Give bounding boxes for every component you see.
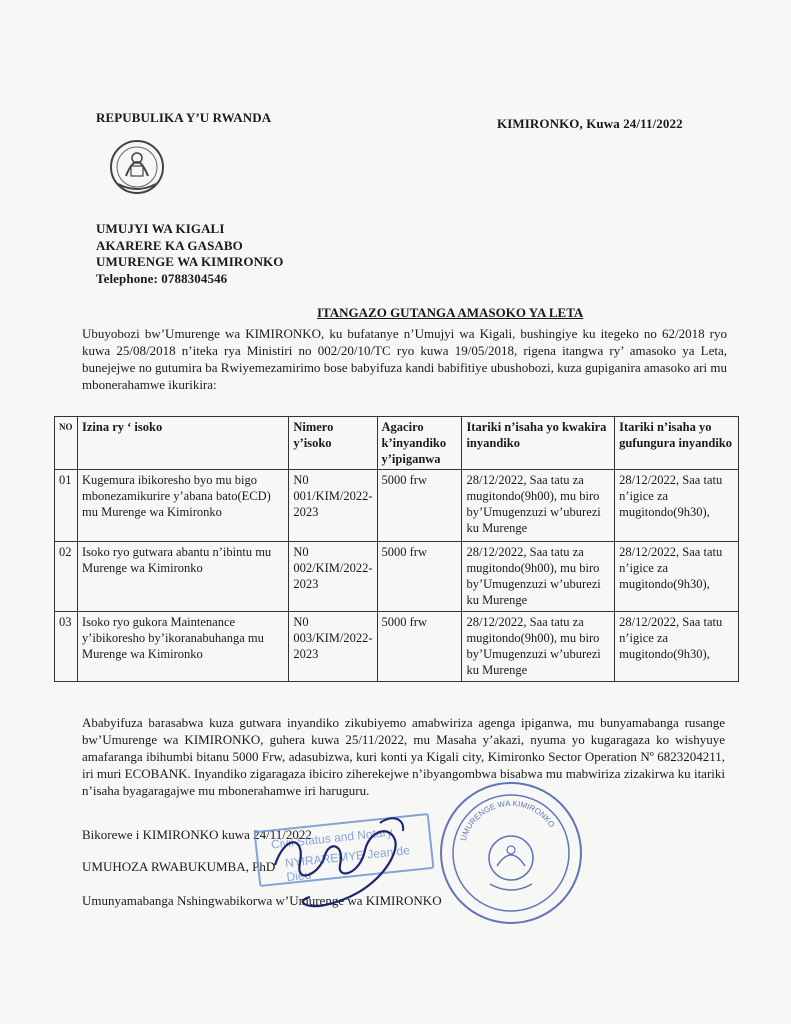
cell-no: 03 bbox=[55, 612, 78, 682]
col-value: Agaciro k’inyandiko y’ipiganwa bbox=[377, 417, 462, 470]
stamp-line-1: Civil Status and Notary bbox=[270, 824, 394, 852]
org-sector: UMURENGE WA KIMIRONKO bbox=[96, 254, 284, 269]
tender-table bbox=[54, 416, 739, 682]
table-row bbox=[55, 612, 739, 682]
cell-opening: 28/12/2022, Saa tatu n’igice za mugitondo(9h30), bbox=[615, 470, 739, 542]
cell-value: 5000 frw bbox=[377, 542, 462, 612]
table-header-row bbox=[55, 417, 739, 470]
org-telephone: Telephone: 0788304546 bbox=[96, 270, 228, 286]
done-at-line: Bikorewe i KIMIRONKO kuwa 24/11/2022 bbox=[82, 827, 312, 842]
org-city: UMUJYI WA KIGALI bbox=[96, 221, 225, 236]
cell-opening: 28/12/2022, Saa tatu n’igice za mugitondo(9h30), bbox=[615, 612, 739, 682]
cell-name: Isoko ryo gutwara abantu n’ibintu mu Murenge wa Kimironko bbox=[77, 542, 288, 612]
col-no: NO bbox=[55, 417, 78, 470]
org-district: AKARERE KA GASABO bbox=[96, 237, 243, 253]
official-round-stamp bbox=[440, 782, 582, 924]
signature bbox=[265, 805, 425, 915]
place-date: KIMIRONKO, Kuwa 24/11/2022 bbox=[497, 116, 683, 131]
cell-receipt: 28/12/2022, Saa tatu za mugitondo(9h00), mu biro by’Umugenzuzi w’uburezi ku Murenge bbox=[462, 470, 615, 542]
cell-value: 5000 frw bbox=[377, 470, 462, 542]
signatory-role: Umunyamabanga Nshingwabikorwa w’Umurenge wa KIMIRONKO bbox=[82, 893, 442, 908]
document-title: ITANGAZO GUTANGA AMASOKO YA LETA bbox=[317, 305, 584, 320]
cell-no: 01 bbox=[55, 470, 78, 542]
cell-number: N0 001/KIM/2022-2023 bbox=[289, 470, 377, 542]
cell-name: Kugemura ibikoresho byo mu bigo mbonezamikurire y’abana bato(ECD) mu Murenge wa Kimironko bbox=[77, 470, 288, 542]
cell-no: 02 bbox=[55, 542, 78, 612]
col-opening: Itariki n’isaha yo gufungura inyandiko bbox=[615, 417, 739, 470]
cell-number: N0 003/KIM/2022-2023 bbox=[289, 612, 377, 682]
table-row bbox=[55, 470, 739, 542]
closing-paragraph: Ababyifuza barasabwa kuza gutwara inyandiko zikubiyemo amabwiriza agenga ipiganwa, mu bunyamabanga rusange bw’Umurenge wa KIMIRONKO, guhera kuwa 25/11/2022, mu Masaha y’akazi, nyuma yo kugaragaza ko wishyuye amafaranga ibihumbi bitanu 5000 Frw, adasubizwa, kuri konti ya Kigali city, Kimironko Sector Operation Nº 6823204211, iri muri ECOBANK. Inyandiko zigaragaza ibiciro ziherekejwe n’ibyangombwa bisabwa mu mabwiriza zizakirwa ku itariki n’isaha byagaragajwe mu mbonerahamwe iri haruguru. bbox=[82, 715, 725, 798]
coat-of-arms-icon bbox=[104, 136, 170, 198]
col-name: Izina ry ‘ isoko bbox=[77, 417, 288, 470]
stamp-line-2: NYIRAREMYE Jean de Dieu bbox=[284, 843, 411, 885]
svg-text:UMURENGE WA KIMIRONKO bbox=[459, 799, 557, 842]
cell-number: N0 002/KIM/2022-2023 bbox=[289, 542, 377, 612]
round-stamp-text: UMURENGE WA KIMIRONKO bbox=[458, 798, 557, 842]
table-row bbox=[55, 542, 739, 612]
cell-receipt: 28/12/2022, Saa tatu za mugitondo(9h00), mu biro by’Umugenzuzi w’uburezi ku Murenge bbox=[462, 542, 615, 612]
org-block bbox=[96, 221, 283, 287]
col-number: Nimero y’isoko bbox=[289, 417, 377, 470]
republic-label: REPUBULIKA Y’U RWANDA bbox=[96, 110, 272, 125]
intro-paragraph: Ubuyobozi bw’Umurenge wa KIMIRONKO, ku bufatanye n’Umujyi wa Kigali, bushingiye ku itegeko no 62/2018 ryo kuwa 25/08/2018 n’iteka rya Ministiri no 002/20/10/TC ryo kuwa 19/05/2018, rigena itangwa ry’ amasoko ya Leta, bunejejwe no gutumira ba Rwiyemezamirimo bose babyifuza kandi babifitiye ubushobozi, kuza gupiganira amasoko ari mu mbonerahamwe ikurikira: bbox=[82, 326, 727, 392]
cell-receipt: 28/12/2022, Saa tatu za mugitondo(9h00), mu biro by’Umugenzuzi w’uburezi ku Murenge bbox=[462, 612, 615, 682]
cell-name: Isoko ryo gukora Maintenance y’ibikoresho by’ikoranabuhanga mu Murenge wa Kimironko bbox=[77, 612, 288, 682]
cell-opening: 28/12/2022, Saa tatu n’igice za mugitondo(9h30), bbox=[615, 542, 739, 612]
cell-value: 5000 frw bbox=[377, 612, 462, 682]
col-receipt: Itariki n’isaha yo kwakira inyandiko bbox=[462, 417, 615, 470]
signatory-name: UMUHOZA RWABUKUMBA, PhD bbox=[82, 859, 276, 874]
